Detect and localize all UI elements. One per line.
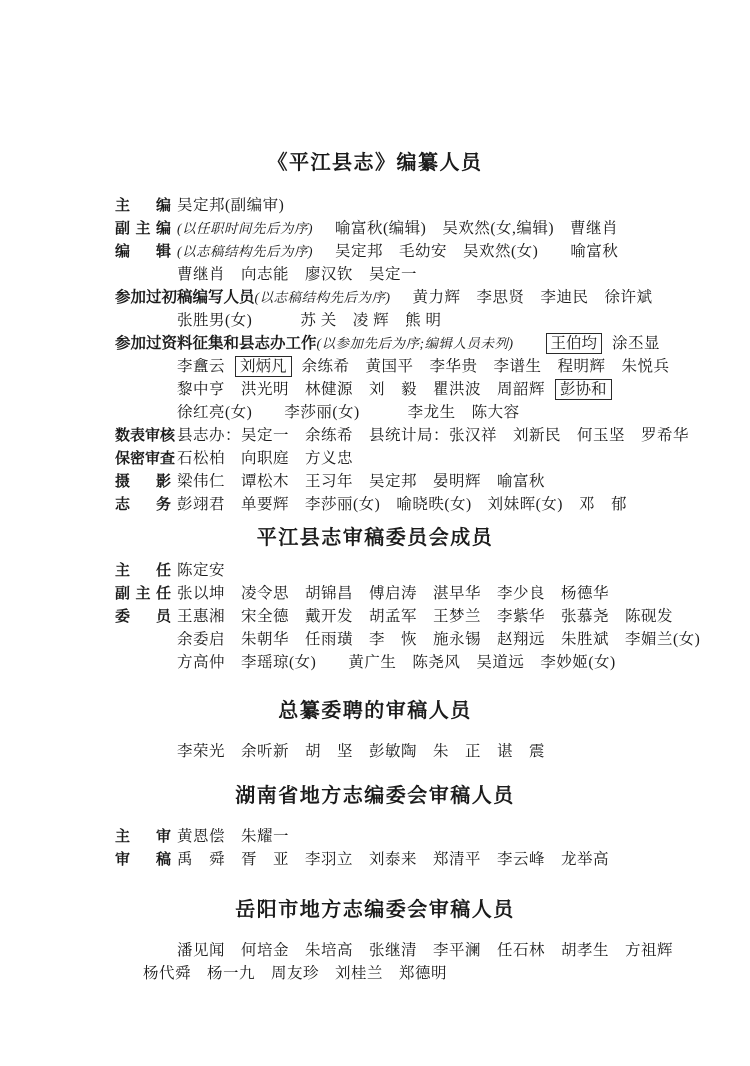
names-text: 王惠湘 宋全德 戴开发 胡孟军 王梦兰 李紫华 张慕尧 陈砚发 <box>177 608 674 625</box>
role-label: 副主任 <box>115 585 171 602</box>
row-deputy-chief-editors <box>0 217 750 240</box>
boxed-name: 刘炳凡 <box>235 356 292 377</box>
names-text: 潘见闻 何培金 朱培高 张继清 李平澜 任石林 胡孝生 方祖辉 <box>177 942 674 959</box>
row-city-reviewers <box>0 939 750 962</box>
sort-note: (以志稿结构先后为序) <box>254 290 391 305</box>
names-text: 余委启 朱朝华 任雨璜 李 恢 施永锡 赵翔远 朱胜斌 李媚兰(女) <box>177 631 701 648</box>
row-province-reviewers <box>0 848 750 871</box>
names-text: 吴定邦 毛幼安 吴欢然(女) 喻富秋 <box>335 243 619 260</box>
names-text: 涂丕显 <box>612 335 661 352</box>
section-title-hired-reviewers: 总纂委聘的审稿人员 <box>278 700 472 722</box>
role-label: 委员 <box>115 608 171 625</box>
names-text: 徐红亮(女) 李莎丽(女) 李龙生 陈大容 <box>177 404 520 421</box>
role-label: 参加过初稿编写人员 <box>115 289 255 306</box>
row-annals-affairs <box>0 493 750 516</box>
names-text: 张胜男(女) 苏 关 凌 辉 熊 明 <box>177 312 442 329</box>
names-text: 黄恩偿 朱耀一 <box>177 828 290 845</box>
row-committee-deputy-directors <box>0 582 750 605</box>
row-committee-members <box>0 605 750 628</box>
names-text: 张以坤 凌令思 胡锦昌 傅启涛 湛早华 李少良 杨德华 <box>177 585 610 602</box>
names-text: 梁伟仁 谭松木 王习年 吴定邦 晏明辉 喻富秋 <box>177 473 546 490</box>
names-text: 禹 舜 胥 亚 李羽立 刘泰来 郑清平 李云峰 龙举高 <box>177 851 610 868</box>
role-label: 参加过资料征集和县志办工作 <box>115 335 317 352</box>
role-label: 副主编 <box>115 220 171 237</box>
row-province-chief-reviewers <box>0 825 750 848</box>
names-text: 黄力辉 李思贤 李迪民 徐许斌 <box>412 289 653 306</box>
names-text: 彭翊君 单要辉 李莎丽(女) 喻晓昳(女) 刘妹晖(女) 邓 郁 <box>177 496 627 513</box>
sort-note: (以任职时间先后为序) <box>177 221 313 236</box>
names-text: 杨代舜 杨一九 周友珍 刘桂兰 郑德明 <box>143 965 448 982</box>
row-table-review <box>0 424 750 447</box>
role-label: 主审 <box>115 828 171 845</box>
row-data-collectors <box>0 332 750 355</box>
names-text: 吴定邦(副编审) <box>177 197 285 214</box>
role-label: 数表审核 <box>115 427 176 444</box>
names-text: 方高仲 李瑶琼(女) 黄广生 陈尧风 吴道远 李妙姬(女) <box>177 654 616 671</box>
row-chief-editor <box>0 194 750 217</box>
row-hired-reviewers <box>0 740 750 763</box>
section-title-city-reviewers: 岳阳市地方志编委会审稿人员 <box>235 899 515 921</box>
names-text: 县志办：吴定一 余练希 县统计局：张汉祥 刘新民 何玉坚 罗希华 <box>177 427 690 444</box>
row-draft-writers <box>0 286 750 309</box>
sort-note: (以参加先后为序;编辑人员未列) <box>316 336 514 351</box>
row-photography <box>0 470 750 493</box>
row-data-collectors-continued <box>0 378 750 401</box>
names-text: 曹继肖 向志能 廖汉钦 吴定一 <box>177 266 418 283</box>
row-editors-continued <box>0 263 750 286</box>
role-label: 主任 <box>115 562 171 579</box>
role-label: 志务 <box>115 496 171 513</box>
row-data-collectors-continued <box>0 401 750 424</box>
row-committee-members-continued <box>0 651 750 674</box>
page-title: 《平江县志》编纂人员 <box>267 152 483 174</box>
role-label: 主编 <box>115 197 171 214</box>
names-text: 喻富秋(编辑) 吴欢然(女,编辑) 曹继肖 <box>335 220 619 237</box>
section-title-province-reviewers: 湖南省地方志编委会审稿人员 <box>235 785 515 807</box>
row-city-reviewers-continued <box>0 962 750 985</box>
section-title-review-committee: 平江县志审稿委员会成员 <box>256 527 494 549</box>
sort-note: (以志稿结构先后为序) <box>177 244 313 259</box>
names-text: 李盫云 <box>177 358 226 375</box>
row-committee-members-continued <box>0 628 750 651</box>
role-label: 保密审查 <box>115 450 176 467</box>
names-text: 陈定安 <box>177 562 226 579</box>
names-text: 李荣光 余听新 胡 坚 彭敏陶 朱 正 谌 震 <box>177 743 546 760</box>
role-label: 审稿 <box>115 851 171 868</box>
boxed-name: 彭协和 <box>555 379 612 400</box>
row-editors <box>0 240 750 263</box>
row-data-collectors-continued <box>0 355 750 378</box>
role-label: 编辑 <box>115 243 171 260</box>
names-text: 黎中亨 洪光明 林健源 刘 毅 瞿洪波 周韶辉 <box>177 381 546 398</box>
names-text: 石松柏 向职庭 方义忠 <box>177 450 354 467</box>
row-security-review <box>0 447 750 470</box>
row-draft-writers-continued <box>0 309 750 332</box>
boxed-name: 王伯均 <box>546 333 603 354</box>
row-committee-director <box>0 559 750 582</box>
role-label: 摄影 <box>115 473 171 490</box>
names-text: 余练希 黄国平 李华贵 李谱生 程明辉 朱悦兵 <box>301 358 670 375</box>
